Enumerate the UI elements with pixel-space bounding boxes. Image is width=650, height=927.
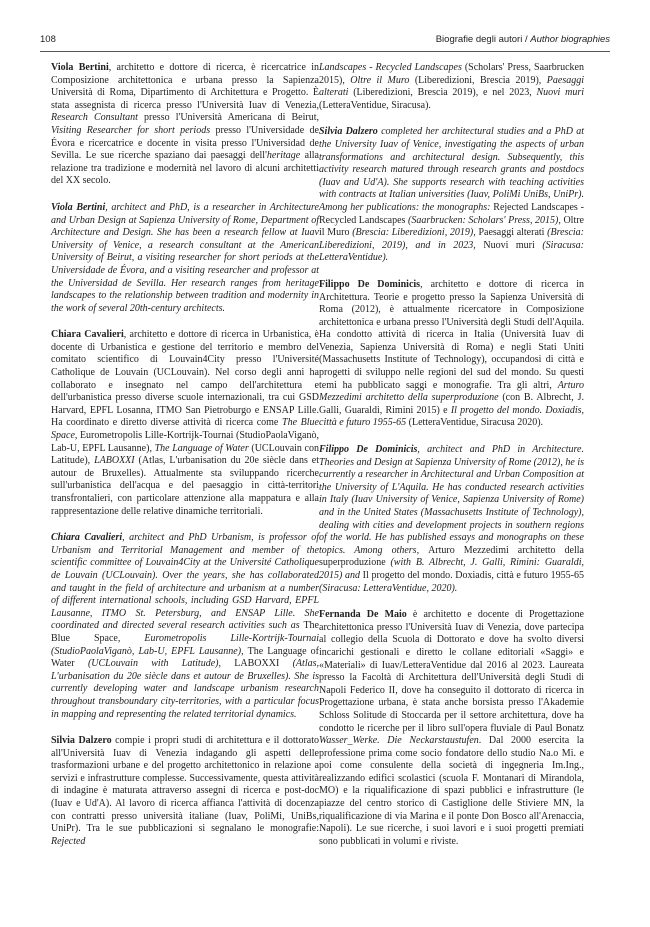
- page-header: [40, 34, 610, 52]
- author-name: Chiara Cavalieri: [51, 329, 124, 341]
- bio-dalzero-it-continued: Landscapes - Recycled Landscapes (Scholars' Press, Saarbrucken 2015), Oltre il Muro (Liberedizioni, Brescia 2019), Paesaggi alterati (Liberedizioni, Brescia 2019), e nel 2023, Nuovi muri (LetteraVentidue, Siracusa).: [319, 62, 584, 111]
- author-name: Viola Bertini: [51, 201, 106, 213]
- header-rule: [40, 51, 610, 52]
- bio-bertini-it: Viola Bertini, architetto e dottore di ricerca, è ricercatrice in Composizione architettonica e urbana presso la Sapienza Università di Roma, Dipartimento di Architettura e Progetto. È stata assegnista di ricerca presso l'Università Iuav di Venezia, Research Consultant presso l'Università Americana di Beirut, Visiting Researcher for short periods presso l'Universidade de Évora e ricercatrice e docente in visita presso l'Universidad de Sevilla. Le sue ricerche spaziano dai paesaggi dell'heritage alla relazione tra tradizione e modernità nel lavoro di alcuni architetti del XX secolo.: [51, 62, 320, 187]
- bio-dedominicis-en: Filippo De Dominicis, architect and PhD in Architecture. Theories and Design at Sapienza University of Rome (2012), he is currently a researcher in Architectural and Urban Composition at the University of L'Aquila. He has conducted research activities in Italy (Iuav University of Venice, Sapienza University of Rome) and in the United States (Massachusetts Institute of Technology), dealing with cities and development projects in southern regions of the world. He has published essays and monographs on these topics. Among others, Arturo Mezzedimi architetto della superproduzione (with B. Albrecht, J. Galli, Rimini: Guaraldi, 2015) and Il progetto del mondo. Doxiadis, città e futuro 1955-65 (Siracusa: LetteraVentidue, 2020).: [319, 444, 584, 594]
- running-head-separator: /: [522, 34, 531, 45]
- author-name: Silvia Dalzero: [319, 126, 378, 138]
- bio-cavalieri-it: Chiara Cavalieri, architetto e dottore di ricerca in Urbanistica, è docente di Urbanistica e gestione del territorio e membro del comitato scientifico di Louvain4City presso l'Université Catholique de Louvain (UCLouvain). Nel corso degli anni ha collaborato e insegnato nel campo dell'architettura e dell'urbanistica presso diverse scuole internazionali, tra cui GSD Harvard, EPFL Losanna, ITMO San Pietroburgo e ENSAP Lille. Ha coordinato e diretto diverse attività di ricerca come The Blue Space, Eurometropolis Lille-Kortrijk-Tournai (StudioPaolaViganò, Lab-U, EPFL Lausanne), The Language of Water (UCLouvain con Latitude), LABOXXI (Atlas, L'urbanisation du 20e siècle dans et autour de Bruxelles). Attualmente sta sviluppando ricerche sull'urbanistica dell'acqua e del paesaggio in città-territori transfrontalieri, con particolare attenzione alla mappatura e alla rappresentazione delle relative dinamiche territoriali.: [51, 329, 319, 517]
- author-name: Chiara Cavalieri: [51, 532, 123, 544]
- bio-demaio-it: Fernanda De Maio è architetto e docente di Progettazione architettonica presso l'Università Iuav di Venezia, dove partecipa al collegio della Scuola di Dottorato e dove ha svolto diversi incarichi gestionali e diretto le collane editoriali «Saggi» e «Materiali» di Iuav/LetteraVentidue dal 2016 al 2023. Laureata presso la Facoltà di Architettura dell'Università degli Studi di Napoli Federico II, dove ha conseguito il dottorato di ricerca in Progettazione urbana, è stata anche borsista presso l'Akademie Schloss Solitude di Stoccarda per il settore architettura, dove ha condotto le ricerche per il libro sull'opera fluviale di Paul Bonatz Wasser_Werke. Die Neckarstaustufen. Dal 2000 esercita la professione prima come socio fondatore dello studio Na.o Mi. e poi come consulente della società di ingegneria Im.Ing., realizzando edifici scolastici (scuola F. Montanari di Mirandola, MO) e la riqualificazione di spazi pubblici e infrastrutture (le piazze del centro storico di Castiglione delle Stiviere MN, la riqualificazione di via Marina e il ponte Don Bosco all'Arenaccia, Napoli). Le sue ricerche, i suoi lavori e i suoi progetti premiati sono pubblicati in volumi e riviste.: [319, 609, 584, 847]
- left-column: [51, 62, 319, 862]
- bio-dedominicis-it: Filippo De Dominicis, architetto e dottore di ricerca in Architettura. Teorie e progetto presso la Sapienza Università di Roma (2012), è attualmente ricercatore in Composizione architettonica e urbana presso l'Università degli Studi dell'Aquila. Ha condotto attività di ricerca in Italia (Università Iuav di Venezia, Sapienza Università di Roma) e negli Stati Uniti (Massachusetts Institute of Technology), occupandosi di città e progetti di sviluppo nelle regioni del sud del mondo. Su questi temi ha pubblicato saggi e monografie. Tra gli altri, Arturo Mezzedimi architetto della superproduzione (con B. Albrecht, J. Galli, Guaraldi, Rimini 2015) e Il progetto del mondo. Doxiadis, città e futuro 1955-65 (LetteraVentidue, Siracusa 2020).: [319, 278, 585, 429]
- running-head-italian: Biografie degli autori: [435, 34, 523, 45]
- right-column: [319, 62, 584, 862]
- bio-cavalieri-en: Chiara Cavalieri, architect and PhD Urbanism, is professor of Urbanism and Territorial Management and member of the scientific committee of Louvain4City at the Université Catholique de Louvain (UCLouvain). Over the years, she has collaborated and taught in the field of architecture and urbanism at a number of different international schools, including GSD Harvard, EPFL Lausanne, ITMO St. Petersburg, and ENSAP Lille. She coordinated and directed several research activities such as The Blue Space, Eurometropolis Lille-Kortrijk-Tournai (StudioPaolaViganò, Lab-U, EPFL Lausanne), The Language of Water (UCLouvain with Latitude), LABOXXI (Atlas, L'urbanisation du 20e siècle dans et autour de Bruxelles). She is currently developing water and landscape urbanism research throughout transboundary city-territories, with a particular focus in mapping and representing the related territorial dynamics.: [51, 532, 320, 720]
- author-name: Fernanda De Maio: [319, 609, 407, 621]
- running-head: [436, 34, 610, 45]
- bio-bertini-en: Viola Bertini, architect and PhD, is a researcher in Architecture and Urban Design at Sapienza University of Rome, Department of Architecture and Design. She has been a research fellow at Iuav University of Venice, a research consultant at the American University of Beirut, a visiting researcher for short periods at the Universidade de Évora, and a visiting researcher and professor at the Universidad de Sevilla. Her research ranges from heritage landscapes to the relationship between tradition and modernity in the work of several 20th-century architects.: [51, 201, 319, 314]
- running-head-english: Author biographies: [530, 34, 610, 45]
- author-name: Filippo De Dominicis: [319, 444, 418, 456]
- author-name: Filippo De Dominicis: [319, 278, 421, 290]
- author-name: Silvia Dalzero: [51, 735, 112, 747]
- author-name: Viola Bertini: [51, 62, 109, 73]
- bio-dalzero-en: Silvia Dalzero completed her architectural studies and a PhD at the University Iuav of Venice, investigating the aspects of urban transformations and architectural design. Subsequently, this activity research matured through research grants and postdocs (Iuav and Ud'A). She supports research with teaching activities with contracts at Italian universities (Iuav, PoliMi UniBs, UniPr). Among her publications: the monographs: Rejected Landscapes - Recycled Landscapes (Saarbrucken: Scholars' Press, 2015), Oltre il Muro (Brescia: Liberedizioni, 2019), Paesaggi alterati (Brescia: Liberedizioni, 2019), and in 2023, Nuovi muri (Siracusa: LetteraVentidue).: [319, 126, 585, 264]
- page-number: 108: [40, 34, 56, 45]
- bio-dalzero-it: Silvia Dalzero compie i propri studi di architettura e il dottorato all'Università Iuav di Venezia indagando gli aspetti delle trasformazioni urbane e del progetto architettonico in relazione a servizi e infrastrutture complesse. Successivamente, questa attività di indagine è maturata attraverso assegni di ricerca e post-doc (Iuav e Ud'A). Al lavoro di ricerca affianca l'attività di docenza con contratti presso università italiane (Iuav, PoliMi, UniBs, UniPr). Tra le sue pubblicazioni si segnalano le monografie: Rejected: [51, 735, 319, 847]
